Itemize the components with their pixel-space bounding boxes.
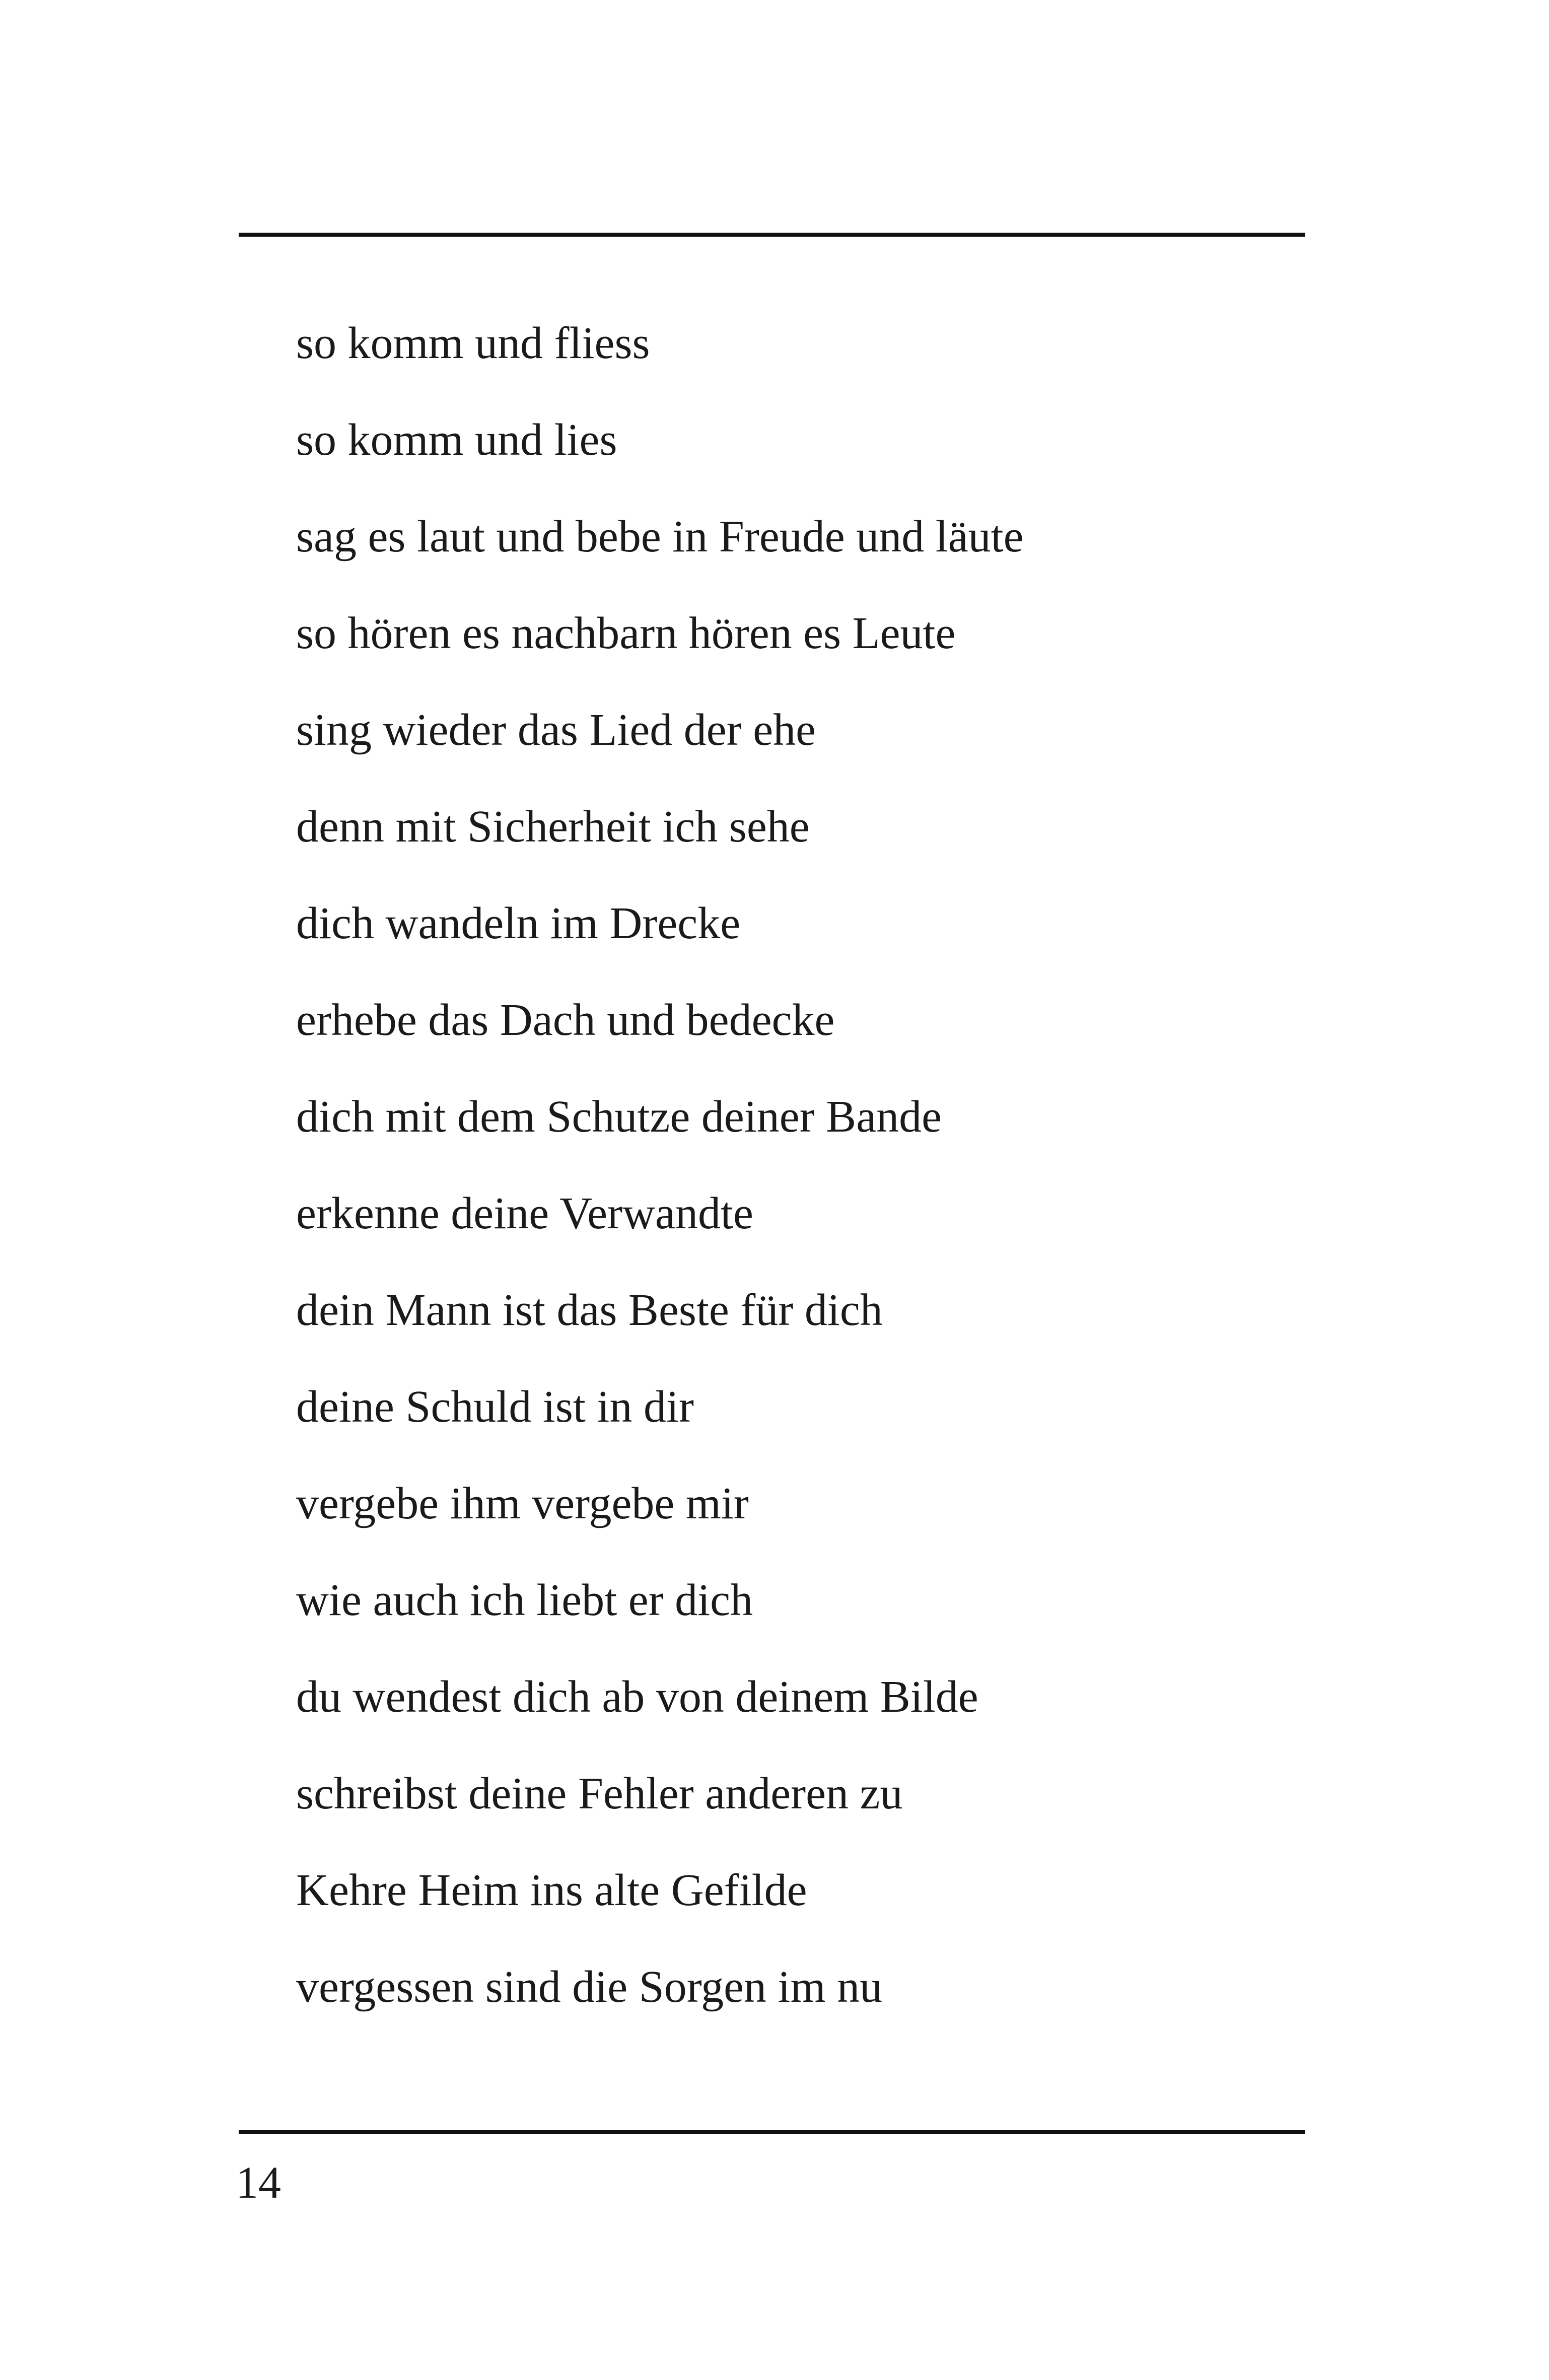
poem-line: dein Mann ist das Beste für dich [296,1285,883,1335]
footer-rule [239,2130,1305,2134]
poem-line: so komm und lies [296,415,617,465]
poem-line: dich mit dem Schutze deiner Bande [296,1092,942,1142]
poem-line: so komm und fliess [296,318,650,368]
poem-line: deine Schuld ist in dir [296,1382,694,1432]
poem-line: du wendest dich ab von deinem Bilde [296,1672,978,1722]
poem-line: Kehre Heim ins alte Gefilde [296,1865,807,1915]
poem-line: erkenne deine Verwandte [296,1188,753,1238]
poem-line: sag es laut und bebe in Freude und läute [296,512,1024,562]
poem-line: denn mit Sicherheit ich sehe [296,802,810,852]
poem-line: sing wieder das Lied der ehe [296,705,816,755]
header-rule [239,233,1305,237]
poem-body [296,295,1024,2036]
poem-line: schreibst deine Fehler anderen zu [296,1769,903,1818]
poem-line: vergebe ihm vergebe mir [296,1479,749,1528]
page-number: 14 [236,2158,281,2208]
poem-line: erhebe das Dach und bedecke [296,995,835,1045]
poem-line: wie auch ich liebt er dich [296,1575,753,1625]
poem-line: dich wandeln im Drecke [296,898,741,948]
poem-line: vergessen sind die Sorgen im nu [296,1962,883,2012]
poem-line: so hören es nachbarn hören es Leute [296,608,956,658]
